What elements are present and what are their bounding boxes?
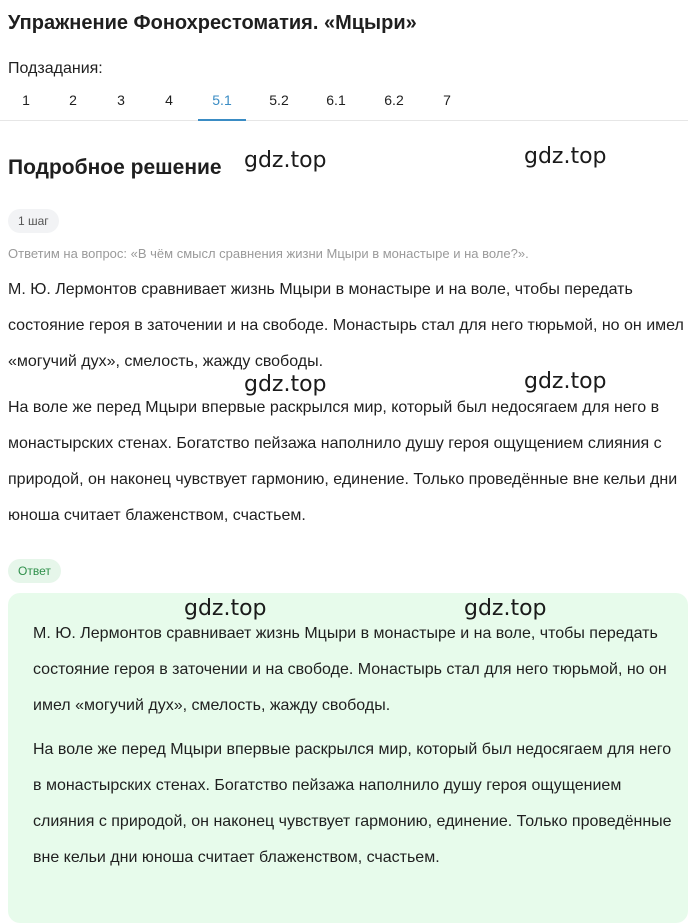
tab-4[interactable]: 4 xyxy=(165,92,173,108)
watermark: gdz.top xyxy=(244,148,327,173)
tab-6-1[interactable]: 6.1 xyxy=(326,92,346,108)
watermark: gdz.top xyxy=(244,372,327,397)
watermark: gdz.top xyxy=(524,369,607,394)
watermark: gdz.top xyxy=(464,596,547,621)
tab-3[interactable]: 3 xyxy=(117,92,125,108)
tab-6-2[interactable]: 6.2 xyxy=(384,92,404,108)
solution-heading: Подробное решение xyxy=(8,156,222,179)
solution-paragraph-1: М. Ю. Лермонтов сравнивает жизнь Мцыри в монастыре и на воле, чтобы передать состояние героя в заточении и на свободе. Монастырь стал для него тюрьмой, но он имел «могучий дух», смелость, жажду свободы. xyxy=(8,281,684,370)
step-badge: 1 шаг xyxy=(8,209,59,233)
tab-5-1[interactable]: 5.1 xyxy=(198,88,246,120)
answer-paragraph-1: М. Ю. Лермонтов сравнивает жизнь Мцыри в монастыре и на воле, чтобы передать состояние героя в заточении и на свободе. Монастырь стал для него тюрьмой, но он имел «могучий дух», смелость, жажду свободы. xyxy=(33,625,667,714)
tab-5-2[interactable]: 5.2 xyxy=(269,92,289,108)
tab-7[interactable]: 7 xyxy=(443,92,451,108)
solution-paragraph-2: На воле же перед Мцыри впервые раскрылся мир, который был недосягаем для него в монастырских стенах. Богатство пейзажа наполнило душу героя ощущением слияния с природой, он наконец чувствует гармонию, единение. Только проведённые вне кельи дни юноша считает блаженством, счастьем. xyxy=(8,399,678,524)
watermark: gdz.top xyxy=(184,596,267,621)
page-title: Упражнение Фонохрестоматия. «Мцыри» xyxy=(8,12,417,34)
tab-1[interactable]: 1 xyxy=(22,92,30,108)
answer-paragraph-2: На воле же перед Мцыри впервые раскрылся мир, который был недосягаем для него в монастырских стенах. Богатство пейзажа наполнило душу героя ощущением слияния с природой, он наконец чувствует гармонию, единение. Только проведённые вне кельи дни юноша считает блаженством, счастьем. xyxy=(33,741,672,866)
question-text: Ответим на вопрос: «В чём смысл сравнения жизни Мцыри в монастыре и на воле?». xyxy=(8,246,529,261)
answer-badge: Ответ xyxy=(8,559,61,583)
subtask-tabs xyxy=(0,88,688,121)
tab-2[interactable]: 2 xyxy=(69,92,77,108)
subtasks-label: Подзадания: xyxy=(8,60,103,77)
watermark: gdz.top xyxy=(524,144,607,169)
